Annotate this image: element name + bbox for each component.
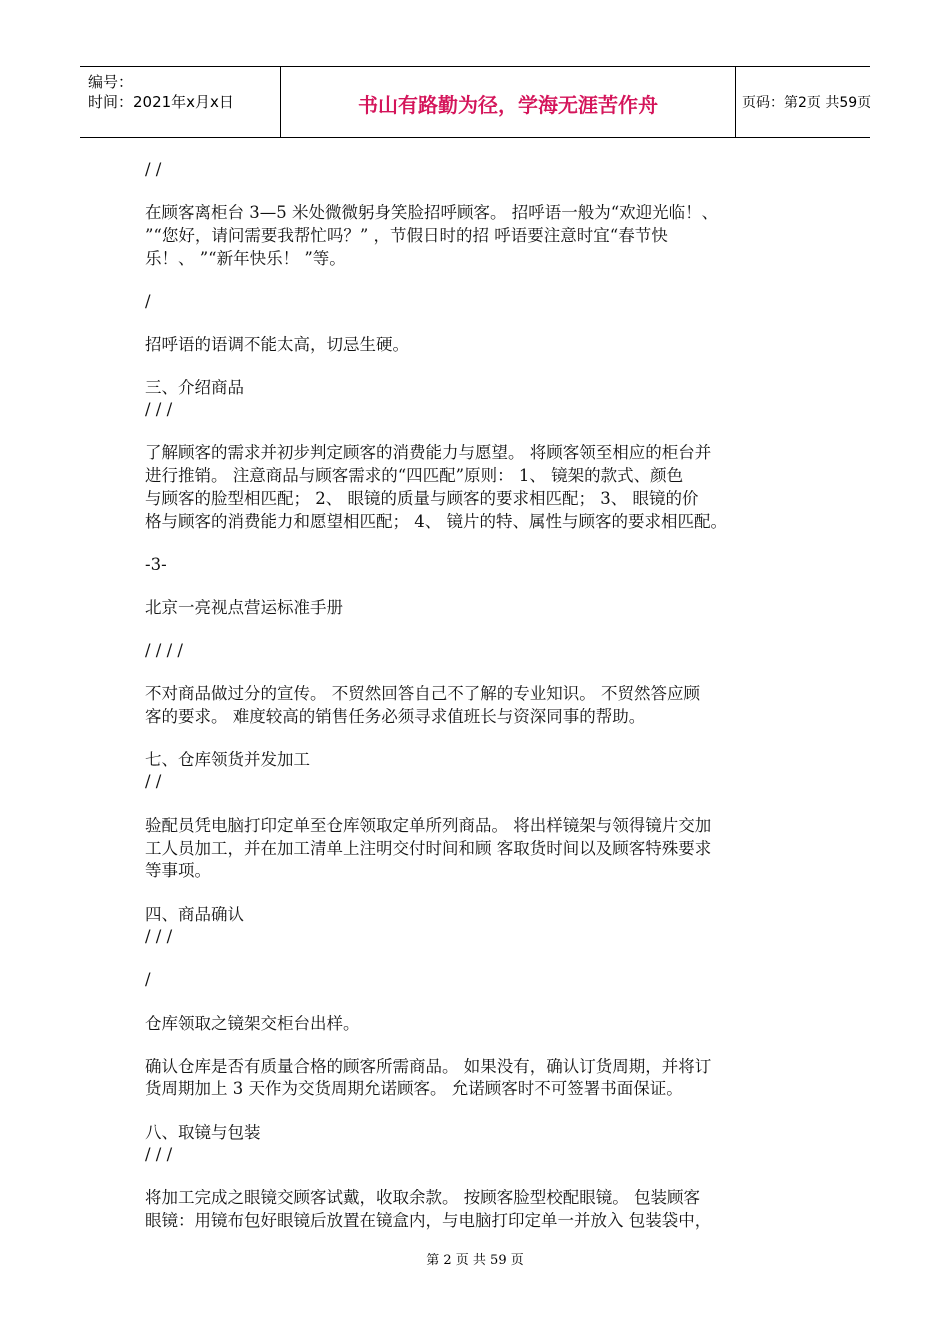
body-line: 验配员凭电脑打印定单至仓库领取定单所列商品。 将出样镜架与领得镜片交加 bbox=[145, 816, 712, 835]
body-line: 仓库领取之镜架交柜台出样。 bbox=[145, 1014, 360, 1033]
manual-title: 北京一亮视点营运标准手册 bbox=[145, 598, 343, 617]
body-line: / / / bbox=[145, 400, 173, 419]
body-line: / bbox=[145, 292, 151, 311]
section-heading: 八、取镜与包装 bbox=[145, 1123, 261, 1142]
document-number: 编号： bbox=[88, 73, 134, 91]
inner-page-number: -3- bbox=[145, 555, 167, 574]
body-line: / / bbox=[145, 160, 162, 179]
body-line: / bbox=[145, 970, 151, 989]
header-page-cell bbox=[736, 67, 870, 137]
header-motto: 书山有路勤为径，学海无涯苦作舟 bbox=[358, 93, 658, 117]
header-page-info: 页码：第2页 共59页 bbox=[742, 95, 872, 111]
body-line: 确认仓库是否有质量合格的顾客所需商品。 如果没有，确认订货周期，并将订 bbox=[145, 1057, 712, 1076]
body-line: 不对商品做过分的宣传。 不贸然回答自己不了解的专业知识。 不贸然答应顾 bbox=[145, 684, 700, 703]
body-line: / / bbox=[145, 772, 162, 791]
body-line: 将加工完成之眼镜交顾客试戴，收取余款。 按顾客脸型校配眼镜。 包装顾客 bbox=[145, 1188, 700, 1207]
body-line: 眼镜：用镜布包好眼镜后放置在镜盒内，与电脑打印定单一并放入 包装袋中， bbox=[145, 1211, 712, 1230]
body-line: 等事项。 bbox=[145, 861, 211, 880]
body-line: 在顾客离柜台 3—5 米处微微躬身笑脸招呼顾客。 招呼语一般为“欢迎光临！、 bbox=[145, 203, 719, 222]
body-line: 工人员加工，并在加工清单上注明交付时间和顾 客取货时间以及顾客特殊要求 bbox=[145, 839, 712, 858]
body-line: / / / bbox=[145, 1145, 173, 1164]
body-line: 乐！、 ”“新年快乐！ ”等。 bbox=[145, 249, 346, 268]
body-line: 与顾客的脸型相匹配； 2、 眼镜的质量与顾客的要求相匹配； 3、 眼镜的价 bbox=[145, 489, 699, 508]
body-line: 格与顾客的消费能力和愿望相匹配； 4、 镜片的特、属性与顾客的要求相匹配。 bbox=[145, 512, 727, 531]
body-line: 进行推销。 注意商品与顾客需求的“四匹配”原则： 1、 镜架的款式、颜色 bbox=[145, 466, 684, 485]
section-heading: 七、仓库领货并发加工 bbox=[145, 750, 310, 769]
body-line: / / / / bbox=[145, 641, 183, 660]
body-line: 了解顾客的需求并初步判定顾客的消费能力与愿望。 将顾客领至相应的柜台并 bbox=[145, 443, 712, 462]
body-line: 货周期加上 3 天作为交货周期允诺顾客。 允诺顾客时不可签署书面保证。 bbox=[145, 1079, 683, 1098]
section-heading: 四、商品确认 bbox=[145, 905, 244, 924]
page-footer: 第 2 页 共 59 页 bbox=[426, 1253, 524, 1268]
body-line: ”“您好，请问需要我帮忙吗？” ，节假日时的招 呼语要注意时宜“春节快 bbox=[145, 226, 668, 245]
section-heading: 三、介绍商品 bbox=[145, 378, 244, 397]
body-line: / / / bbox=[145, 927, 173, 946]
header-meta-cell bbox=[80, 67, 281, 137]
body-line: 招呼语的语调不能太高，切忌生硬。 bbox=[145, 335, 409, 354]
header-motto-cell bbox=[281, 67, 736, 137]
page-header bbox=[80, 66, 870, 138]
document-date: 时间：2021年x月x日 bbox=[88, 93, 234, 111]
body-line: 客的要求。 难度较高的销售任务必须寻求值班长与资深同事的帮助。 bbox=[145, 707, 646, 726]
